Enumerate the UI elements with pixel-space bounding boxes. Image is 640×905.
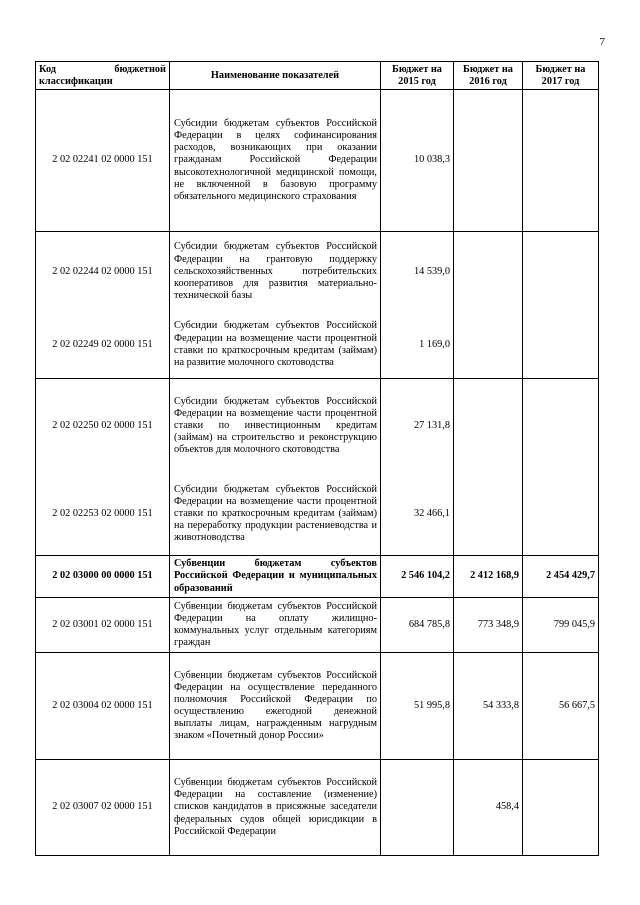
header-budget-2017: Бюджет на 2017 год — [523, 62, 599, 90]
row-name: Субсидии бюджетам субъектов Российской Федерации в целях софинансирования расходов, возникающих при оказании гражданам Российской Федерации высокотехнологичной медицинской помощи, не включенной в базовую программу обязательного медицинского страхования — [170, 90, 381, 232]
row-code: 2 02 03007 02 0000 151 — [36, 760, 170, 856]
table-row — [36, 598, 599, 653]
row-name: Субвенции бюджетам субъектов Российской Федерации на составление (изменение) списков кандидатов в присяжные заседатели федеральных судов общей юрисдикции в Российской Федерации — [170, 760, 381, 856]
row-name: Субсидии бюджетам субъектов Российской Федерации на грантовую поддержку сельскохозяйственных потребительских кооперативов для развития материально-технической базы — [170, 232, 381, 312]
row-code: 2 02 03001 02 0000 151 — [36, 598, 170, 653]
row-budget-2015: 51 995,8 — [381, 653, 454, 760]
header-name: Наименование показателей — [170, 62, 381, 90]
row-budget-2016 — [454, 474, 523, 556]
row-code: 2 02 02253 02 0000 151 — [36, 474, 170, 556]
row-budget-2016: 54 333,8 — [454, 653, 523, 760]
row-budget-2016 — [454, 379, 523, 474]
table-row — [36, 474, 599, 556]
row-budget-2016 — [454, 312, 523, 379]
row-budget-2015: 684 785,8 — [381, 598, 454, 653]
row-budget-2015 — [381, 760, 454, 856]
row-budget-2017 — [523, 379, 599, 474]
table-row — [36, 232, 599, 312]
row-budget-2016: 2 412 168,9 — [454, 556, 523, 598]
row-budget-2017 — [523, 312, 599, 379]
row-code: 2 02 02249 02 0000 151 — [36, 312, 170, 379]
row-budget-2016 — [454, 232, 523, 312]
row-budget-2015: 10 038,3 — [381, 90, 454, 232]
row-budget-2015: 2 546 104,2 — [381, 556, 454, 598]
row-budget-2017 — [523, 232, 599, 312]
row-budget-2017: 56 667,5 — [523, 653, 599, 760]
row-budget-2015: 27 131,8 — [381, 379, 454, 474]
row-budget-2016 — [454, 90, 523, 232]
row-code: 2 02 03004 02 0000 151 — [36, 653, 170, 760]
header-code-word1: Код — [39, 63, 57, 75]
budget-table — [35, 61, 599, 856]
table-row-total — [36, 556, 599, 598]
row-code: 2 02 02244 02 0000 151 — [36, 232, 170, 312]
row-budget-2015: 1 169,0 — [381, 312, 454, 379]
row-budget-2015: 32 466,1 — [381, 474, 454, 556]
table-row — [36, 90, 599, 232]
row-budget-2016: 773 348,9 — [454, 598, 523, 653]
row-budget-2016: 458,4 — [454, 760, 523, 856]
table-row — [36, 379, 599, 474]
header-code — [36, 62, 170, 90]
header-code-word3: классификации — [39, 75, 113, 87]
row-name: Субсидии бюджетам субъектов Российской Федерации на возмещение части процентной ставки по инвестиционным кредитам (займам) на строительство и реконструкцию объектов для молочного скотоводства — [170, 379, 381, 474]
row-name: Субвенции бюджетам субъектов Российской Федерации и муниципальных образований — [170, 556, 381, 598]
row-budget-2017 — [523, 90, 599, 232]
table-row — [36, 760, 599, 856]
header-budget-2016: Бюджет на 2016 год — [454, 62, 523, 90]
row-code: 2 02 02241 02 0000 151 — [36, 90, 170, 232]
table-row — [36, 312, 599, 379]
header-code-word2: бюджетной — [114, 63, 166, 75]
row-name: Субсидии бюджетам субъектов Российской Федерации на возмещение части процентной ставки по краткосрочным кредитам (займам) на развитие молочного скотоводства — [170, 312, 381, 379]
row-budget-2017: 799 045,9 — [523, 598, 599, 653]
row-budget-2017: 2 454 429,7 — [523, 556, 599, 598]
row-name: Субвенции бюджетам субъектов Российской Федерации на оплату жилищно-коммунальных услуг отдельным категориям граждан — [170, 598, 381, 653]
header-budget-2015: Бюджет на 2015 год — [381, 62, 454, 90]
row-code: 2 02 02250 02 0000 151 — [36, 379, 170, 474]
table-header-row — [36, 62, 599, 90]
row-budget-2017 — [523, 474, 599, 556]
row-name: Субсидии бюджетам субъектов Российской Федерации на возмещение части процентной ставки по краткосрочным кредитам (займам) на переработку продукции растениеводства и животноводства — [170, 474, 381, 556]
page-number: 7 — [599, 36, 605, 48]
row-code: 2 02 03000 00 0000 151 — [36, 556, 170, 598]
row-budget-2017 — [523, 760, 599, 856]
row-budget-2015: 14 539,0 — [381, 232, 454, 312]
row-name: Субвенции бюджетам субъектов Российской Федерации на осуществление переданного полномочия Российской Федерации по осуществлению ежегодной денежной выплаты лицам, награжденным нагрудным знаком «Почетный донор России» — [170, 653, 381, 760]
table-row — [36, 653, 599, 760]
